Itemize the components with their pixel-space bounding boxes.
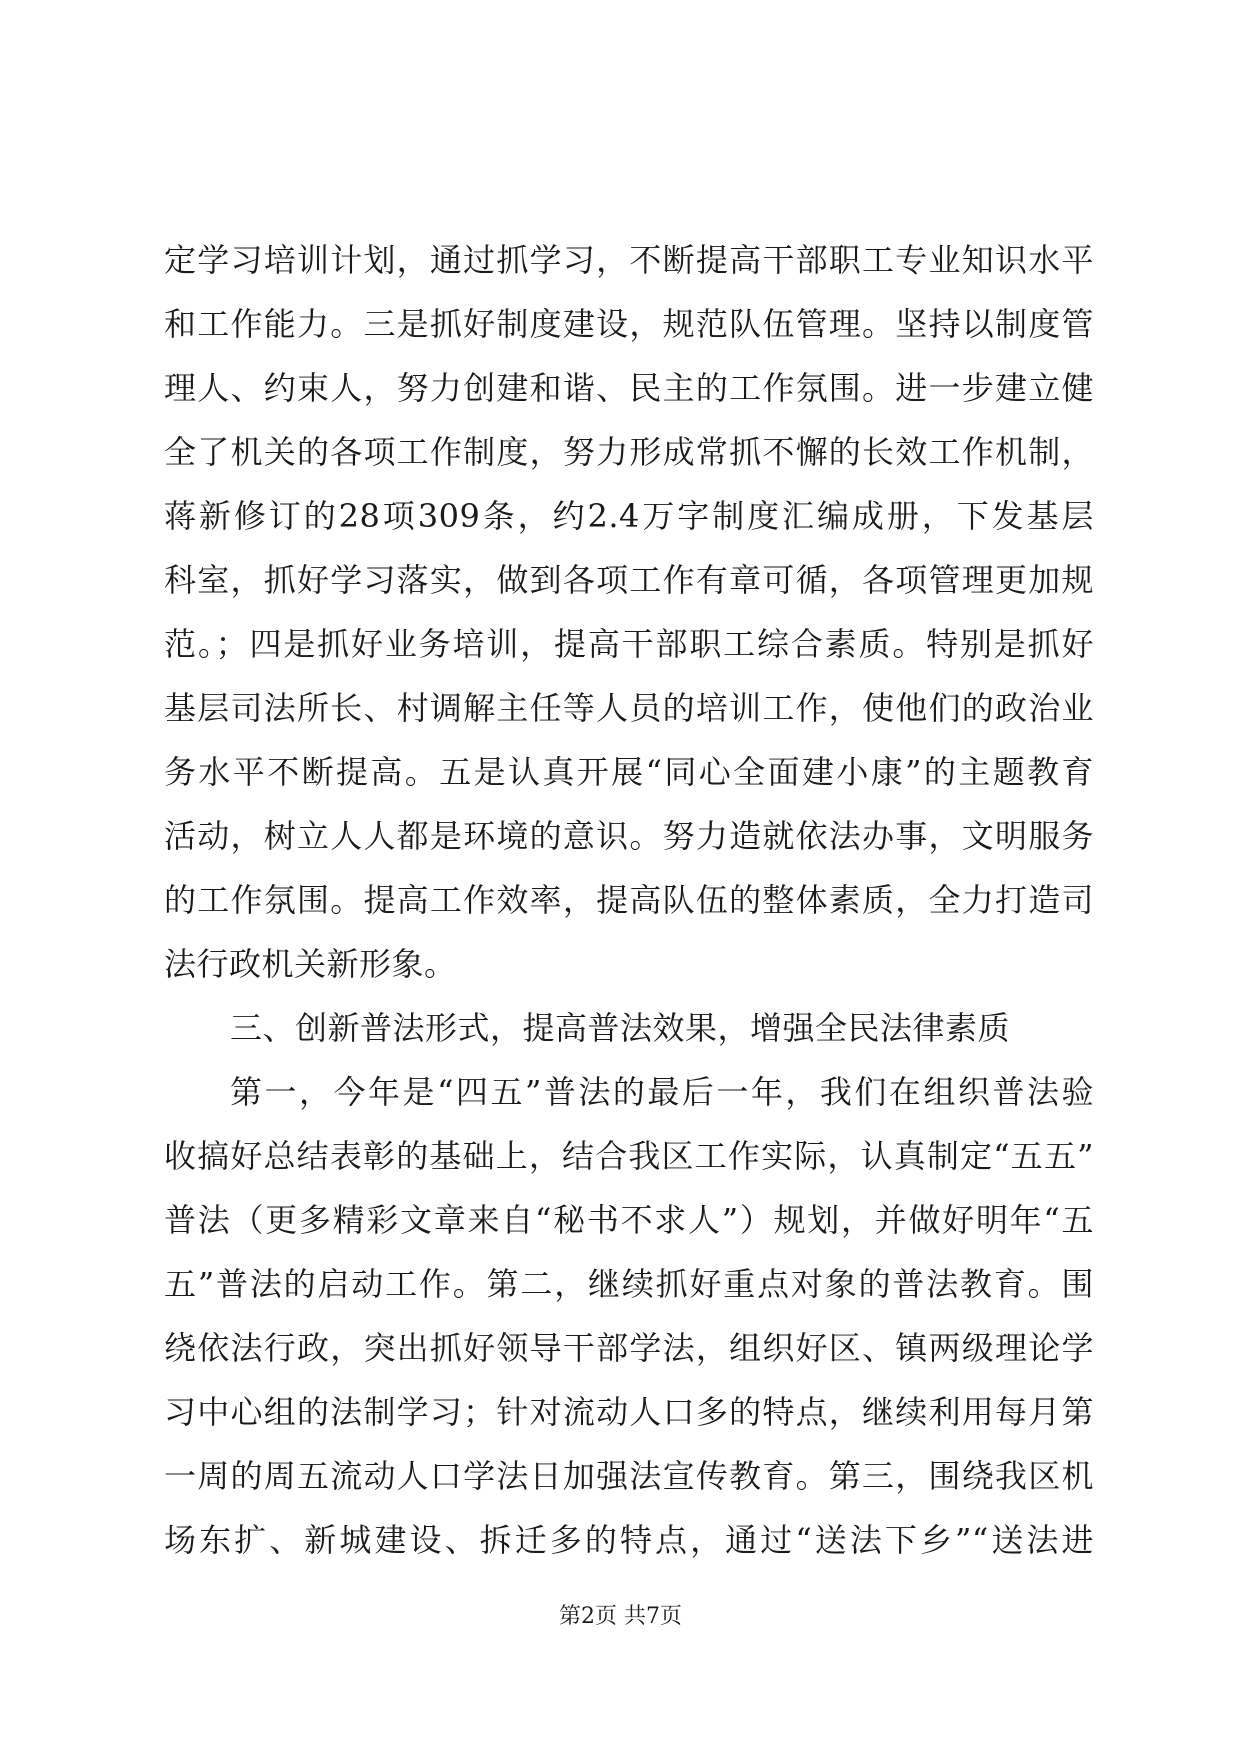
text-line: 的工作氛围。提高工作效率，提高队伍的整体素质，全力打造司 bbox=[164, 881, 1094, 919]
text-line: 五”普法的启动工作。第二，继续抓好重点对象的普法教育。围 bbox=[164, 1265, 1094, 1303]
text-line: 普法（更多精彩文章来自“秘书不求人”）规划，并做好明年“五 bbox=[164, 1201, 1094, 1239]
text-line: 定学习培训计划，通过抓学习，不断提高干部职工专业知识水平 bbox=[164, 241, 1094, 279]
text-line: 基层司法所长、村调解主任等人员的培训工作，使他们的政治业 bbox=[164, 689, 1094, 727]
text-line: 全了机关的各项工作制度，努力形成常抓不懈的长效工作机制， bbox=[164, 433, 1094, 471]
text-line: 收搞好总结表彰的基础上，结合我区工作实际，认真制定“五五” bbox=[164, 1137, 1094, 1175]
text-line: 务水平不断提高。五是认真开展“同心全面建小康”的主题教育 bbox=[164, 753, 1094, 791]
text-line: 一周的周五流动人口学法日加强法宣传教育。第三，围绕我区机 bbox=[164, 1457, 1094, 1495]
section-heading: 三、创新普法形式，提高普法效果，增强全民法律素质 bbox=[230, 1009, 1011, 1047]
document-body bbox=[164, 228, 1094, 1572]
text-line: 活动，树立人人都是环境的意识。努力造就依法办事，文明服务 bbox=[164, 817, 1094, 855]
text-line: 第一，今年是“四五”普法的最后一年，我们在组织普法验 bbox=[230, 1073, 1094, 1111]
text-line: 理人、约束人，努力创建和谐、民主的工作氛围。进一步建立健 bbox=[164, 369, 1094, 407]
text-line: 场东扩、新城建设、拆迁多的特点，通过“送法下乡”“送法进 bbox=[164, 1521, 1094, 1559]
page-footer: 第2页 共7页 bbox=[559, 1604, 682, 1629]
text-line: 蒋新修订的28项309条，约2.4万字制度汇编成册，下发基层 bbox=[164, 497, 1094, 535]
text-line: 和工作能力。三是抓好制度建设，规范队伍管理。坚持以制度管 bbox=[164, 305, 1094, 343]
text-line: 绕依法行政，突出抓好领导干部学法，组织好区、镇两级理论学 bbox=[164, 1329, 1094, 1367]
text-line: 范。；四是抓好业务培训，提高干部职工综合素质。特别是抓好 bbox=[164, 625, 1094, 663]
text-line: 习中心组的法制学习；针对流动人口多的特点，继续利用每月第 bbox=[164, 1393, 1094, 1431]
text-line: 科室，抓好学习落实，做到各项工作有章可循，各项管理更加规 bbox=[164, 561, 1094, 599]
text-line: 法行政机关新形象。 bbox=[164, 945, 457, 983]
